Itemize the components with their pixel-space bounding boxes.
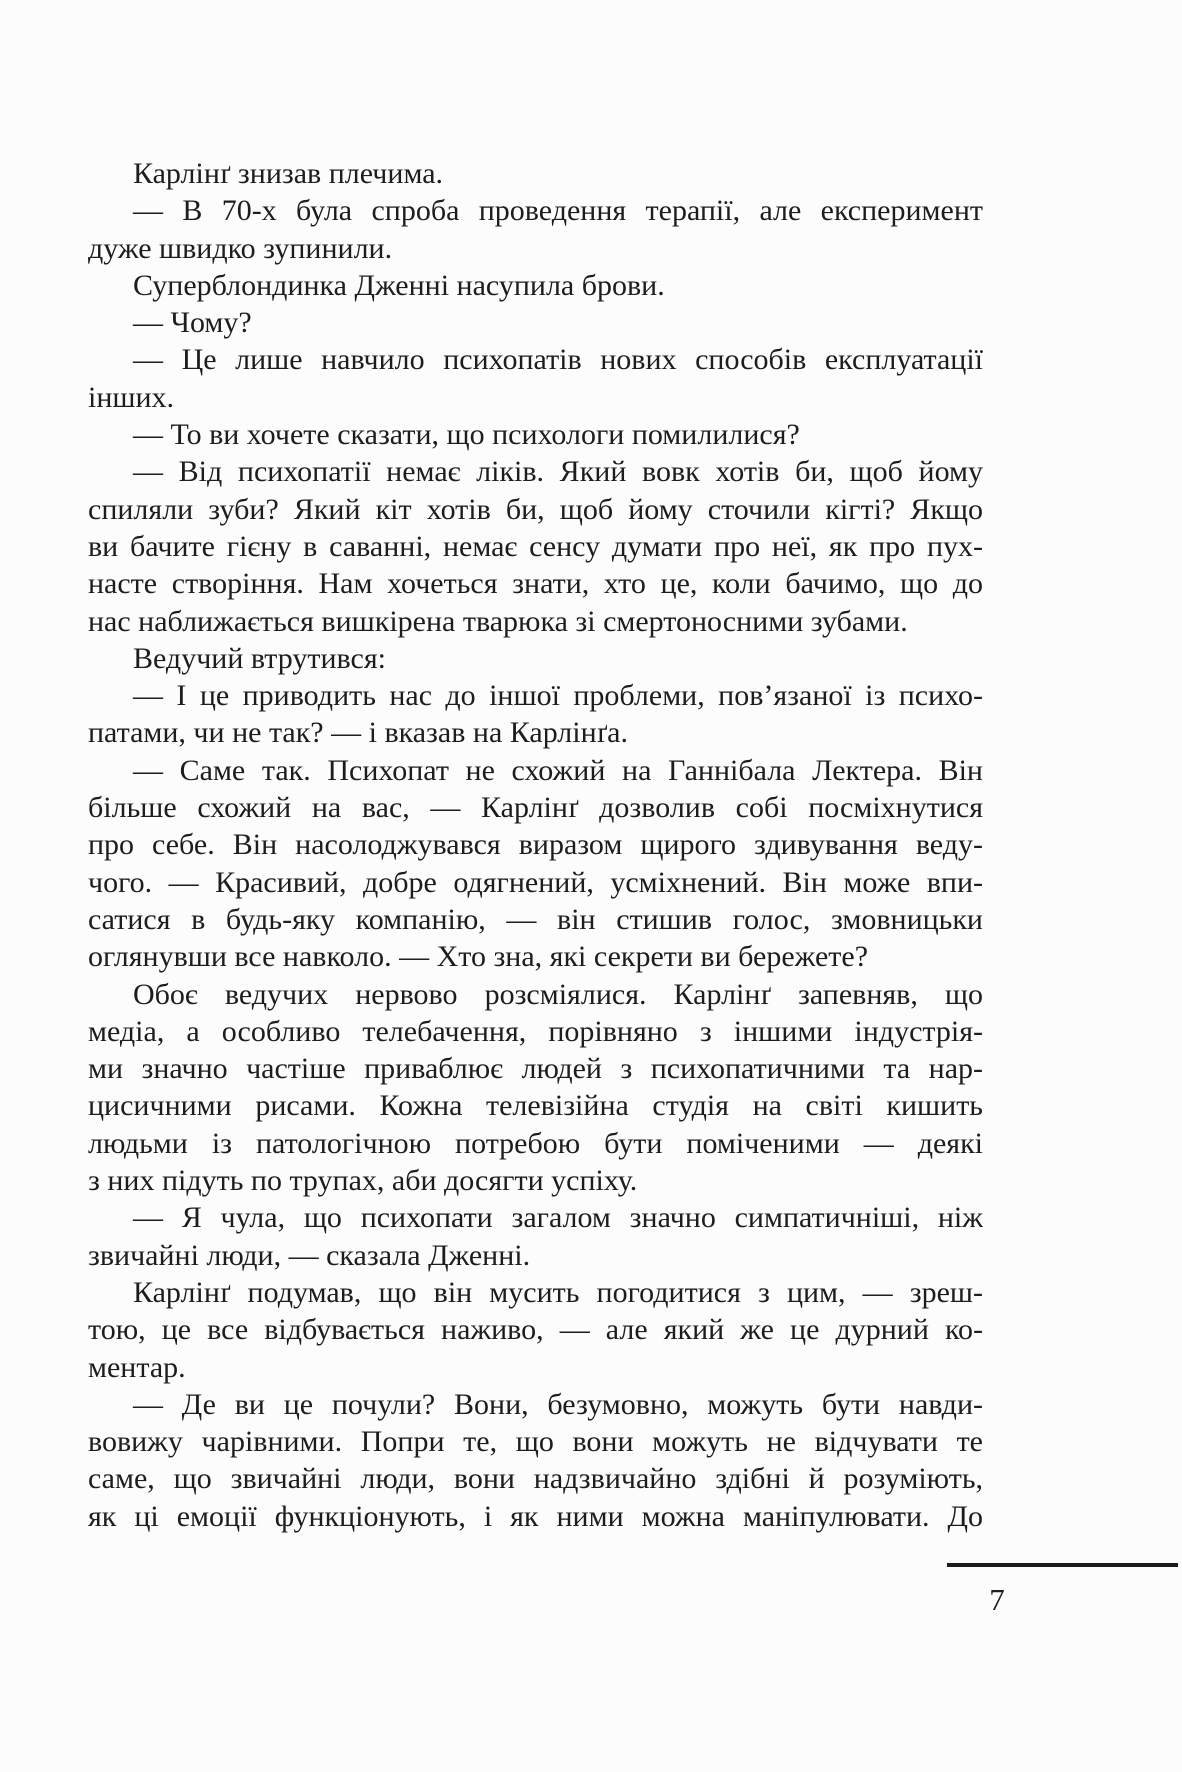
text-line: ментар. (88, 1350, 186, 1384)
text-line: цисичними рисами. Кожна телевізійна студія на світі кишить (88, 1089, 983, 1123)
text-line: саме, що звичайні люди, вони надзвичайно здібні й розуміють, (88, 1462, 983, 1496)
paragraph (88, 155, 983, 192)
text-line: — В 70-х була спроба проведення терапії, але експеримент (133, 194, 983, 228)
text-line: — Де ви це почули? Вони, безумовно, можуть бути навди- (133, 1387, 983, 1421)
text-line: — То ви хочете сказати, що психологи помилилися? (133, 418, 800, 452)
paragraph (88, 267, 983, 304)
body-text (88, 155, 983, 1535)
text-line: оглянувши все навколо. — Хто зна, які секрети ви бережете? (88, 940, 869, 974)
paragraph (88, 192, 983, 267)
paragraph (88, 1199, 983, 1274)
text-line: про себе. Він насолоджувався виразом щирого здивування веду- (88, 828, 983, 862)
text-line: Карлінґ знизав плечима. (133, 157, 444, 190)
text-line: більше схожий на вас, — Карлінґ дозволив собі посміхнутися (88, 791, 983, 825)
text-line: Ведучий втрутився: (133, 641, 386, 675)
paragraph (88, 416, 983, 453)
text-line: Суперблондинка Дженні насупила брови. (133, 268, 665, 302)
text-line: як ці емоції функціонують, і як ними можна маніпулювати. До (88, 1499, 983, 1533)
paragraph (88, 341, 983, 416)
text-line: тою, це все відбувається наживо, — але який же це дурний ко- (88, 1313, 983, 1347)
text-line: ми значно частіше приваблює людей з психопатичними та нар- (88, 1052, 983, 1086)
text-line: сатися в будь-яку компанію, — він стишив голос, змовницьки (88, 902, 983, 936)
text-line: ви бачите гієну в саванні, немає сенсу думати про неї, як про пух- (88, 529, 983, 563)
text-line: — І це приводить нас до іншої проблеми, пов’язаної із психо- (133, 679, 983, 713)
text-line: Карлінґ подумав, що він мусить погодитися з цим, — зреш- (133, 1275, 983, 1309)
paragraph (88, 752, 983, 976)
text-line: дуже швидко зупинили. (88, 231, 393, 265)
text-line: — Це лише навчило психопатів нових способів експлуатації (133, 343, 983, 377)
text-line: насте створіння. Нам хочеться знати, хто це, коли бачимо, що до (88, 567, 983, 601)
text-line: людьми із патологічною потребою бути поміченими — деякі (88, 1126, 983, 1160)
text-line: Обоє ведучих нервово розсміялися. Карлінґ запевняв, що (133, 977, 983, 1011)
paragraph (88, 453, 983, 639)
text-line: нас наближається вишкірена тварюка зі смертоносними зубами. (88, 604, 908, 638)
text-line: — Я чула, що психопати загалом значно симпатичніші, ніж (133, 1201, 983, 1235)
paragraph (88, 677, 983, 752)
page-number: 7 (989, 1582, 1005, 1617)
paragraph (88, 1386, 983, 1535)
text-line: — Від психопатії немає ліків. Який вовк хотів би, щоб йому (133, 455, 983, 489)
footer-rule (947, 1563, 1178, 1567)
paragraph (88, 304, 983, 341)
text-line: інших. (88, 380, 175, 414)
paragraph (88, 640, 983, 677)
text-line: медіа, а особливо телебачення, порівняно з іншими індустрія- (88, 1014, 983, 1048)
text-line: — Саме так. Психопат не схожий на Ганнібала Лектера. Він (133, 753, 983, 787)
text-line: — Чому? (133, 306, 252, 340)
text-line: чого. — Красивий, добре одягнений, усміхнений. Він може впи- (88, 865, 983, 899)
paragraph (88, 976, 983, 1200)
text-line: з них підуть по трупах, аби досягти успіху. (88, 1164, 638, 1198)
text-line: патами, чи не так? — і вказав на Карлінґа. (88, 716, 628, 750)
text-line: звичайні люди, — сказала Дженні. (88, 1238, 531, 1272)
text-line: спиляли зуби? Який кіт хотів би, щоб йому сточили кігті? Якщо (88, 492, 983, 526)
paragraph (88, 1274, 983, 1386)
text-line: вовижу чарівними. Попри те, що вони можуть не відчувати те (88, 1425, 983, 1459)
